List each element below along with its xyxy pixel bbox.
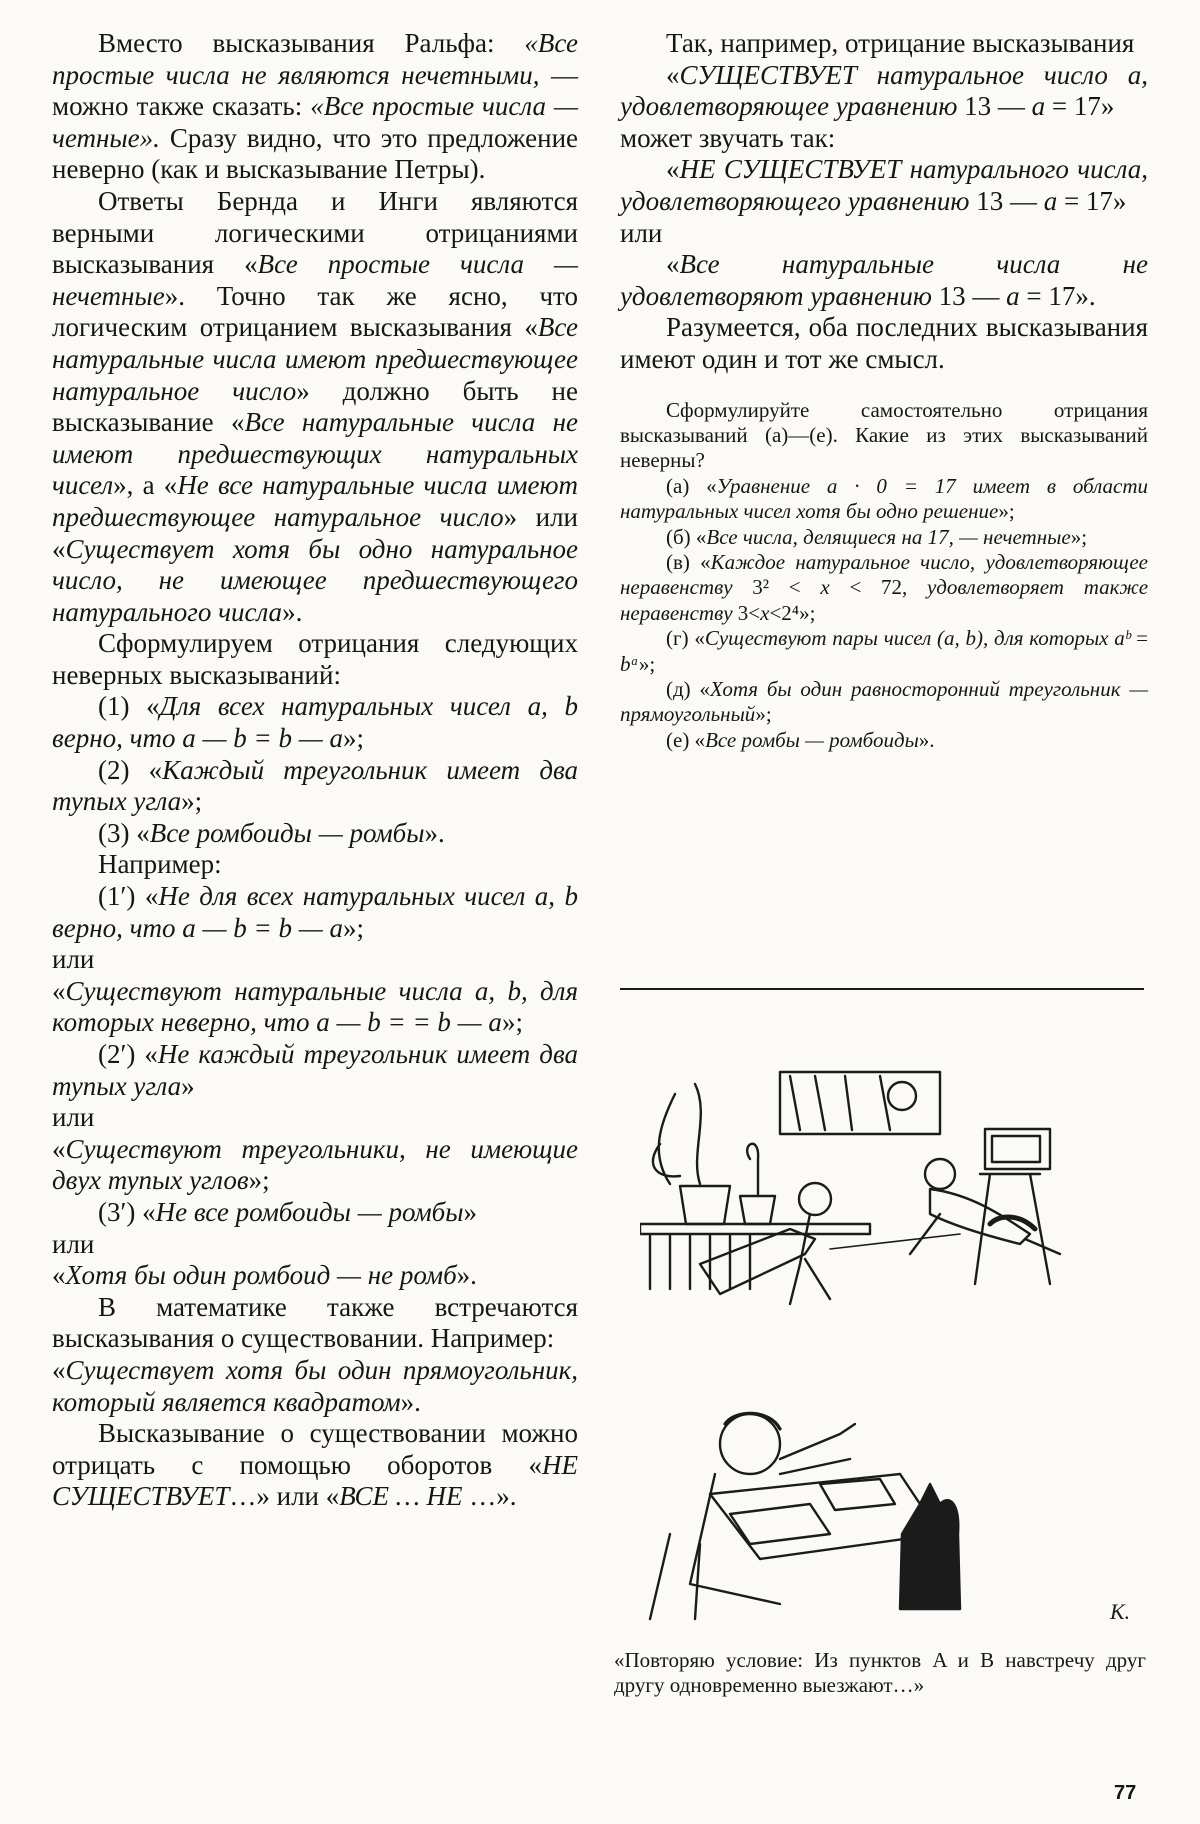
text-run: 3² < (732, 575, 821, 600)
text-run: (а) « (666, 473, 717, 498)
text-run: »; (342, 912, 364, 943)
exercise-block (620, 398, 1148, 754)
right-column-text (620, 28, 1148, 376)
italic-text: Все натуральные числа имеют предшествующее натуральное число (52, 312, 578, 406)
paragraph (620, 677, 1148, 728)
text-run: »; (501, 1007, 523, 1038)
text-run: (2) « (98, 754, 163, 785)
italic-text: Хотя бы один ромбоид — не ромб (65, 1260, 457, 1291)
crawling-girl (925, 1159, 955, 1189)
text-run: (3′) « (98, 1196, 156, 1227)
paragraph (52, 1292, 578, 1355)
text-run: « (52, 1133, 66, 1164)
text-run: »; (181, 786, 203, 817)
paragraph (52, 1418, 578, 1513)
paragraph (52, 1102, 578, 1134)
text-run: Например: (98, 849, 222, 880)
text-run: (г) « (666, 626, 705, 651)
window-frame (780, 1072, 940, 1134)
paragraph (620, 249, 1148, 312)
text-run: « (52, 1260, 66, 1291)
text-run: …» или « (229, 1481, 340, 1512)
text-run: « (666, 249, 680, 280)
italic-text: Не каждый треугольник имеет два тупых угла (52, 1039, 578, 1101)
italic-text: Существует хотя бы один прямоугольник, который является квадратом (52, 1354, 578, 1417)
text-run: < 72, (829, 575, 928, 600)
italic-text: a (1043, 185, 1058, 216)
text-run: » (463, 1196, 478, 1227)
text-run: или (620, 217, 663, 248)
italic-text: Не для всех натуральных чисел a, b верно, что a — b = b — a (52, 881, 579, 943)
paragraph (620, 550, 1148, 626)
left-column (52, 28, 578, 1513)
text-run: = (1130, 626, 1148, 651)
text-run: или (52, 1102, 95, 1133)
text-run: « (52, 975, 66, 1006)
text-run: или (52, 1228, 95, 1259)
italic-text: a (1006, 280, 1020, 311)
paragraph (52, 28, 578, 186)
student-head (720, 1414, 780, 1474)
text-run: или (52, 944, 95, 975)
text-run: = 17». (1019, 280, 1096, 311)
text-run: » должно быть не высказывание « (52, 375, 578, 438)
text-run: »; (998, 499, 1015, 524)
cat-silhouette (900, 1484, 960, 1609)
italic-text: Для всех натуральных чисел a, b верно, что a — b = b — a (52, 691, 578, 754)
text-run: = 17» (1045, 91, 1115, 122)
text-run: Сформулируем отрицания следующих неверных высказываний: (52, 628, 578, 690)
paragraph (52, 1229, 578, 1261)
italic-text: Все ромбоиды — ромбы (149, 817, 425, 848)
paragraph (52, 849, 578, 881)
text-run: 13 — (931, 280, 1007, 311)
paragraph (620, 28, 1148, 60)
italic-text: ВСЕ … НЕ (339, 1481, 463, 1512)
text-run: (д) « (666, 677, 710, 701)
italic-text: Все натуральные числа не удовлетворяют уравнению (620, 249, 1148, 311)
italic-text: Хотя бы один равносторонний треугольник — прямоугольный (620, 677, 1148, 727)
text-run: ». Точно так же ясно, что логическим отрицанием высказывания « (52, 280, 578, 343)
paragraph (52, 1134, 578, 1197)
italic-text: Уравнение a · 0 = 17 имеет в области натуральных чисел хотя бы одно решение (620, 473, 1149, 524)
paragraph (52, 1197, 578, 1229)
text-run: »; (248, 1165, 270, 1196)
text-run: »; (1070, 524, 1088, 549)
text-run: — можно также сказать: (52, 59, 579, 122)
text-run: »; (342, 723, 364, 754)
text-run: (е) « (666, 727, 706, 752)
text-run: « (666, 154, 680, 185)
text-run: Вместо высказывания Ральфа: (98, 28, 525, 58)
italic-text: СУЩЕСТВУЕТ натуральное число a, удовлетворяющее уравнению (620, 59, 1148, 122)
paragraph (52, 1260, 578, 1292)
italic-text: Не все ромбоиды — ромбы (155, 1196, 464, 1227)
italic-text: Каждый треугольник имеет два тупых угла (52, 754, 579, 817)
text-run: 3< (732, 600, 761, 625)
italic-text: Существуют пары чисел (a, b), для которых a (704, 626, 1125, 651)
italic-text: Все простые числа — нечетные (52, 249, 578, 311)
italic-text: Не все натуральные числа имеют предшествующее натуральное число (52, 470, 579, 532)
paragraph (52, 818, 578, 850)
text-run: »; (638, 651, 656, 676)
italic-text: Все числа, делящиеся на 17, — нечетные (706, 524, 1071, 549)
text-run: ». (400, 1386, 421, 1417)
text-run: » (181, 1070, 195, 1101)
text-run: Ответы Бернда и Инги являются верными логическими отрицаниями высказывания « (52, 185, 578, 280)
text-run: <2⁴»; (769, 600, 816, 625)
italic-text: НЕ СУЩЕСТВУЕТ (52, 1449, 578, 1512)
text-run: Сразу видно, что это предложение неверно (как и высказывание Петры). (52, 122, 578, 185)
text-run: Высказывание о существовании можно отрицать с помощью оборотов « (52, 1418, 578, 1480)
italic-text: Существуют натуральные числа a, b, для которых неверно, что a — b = = b — a (52, 975, 578, 1038)
text-run: (2′) « (98, 1039, 158, 1069)
text-run: Так, например, отрицание высказывания (666, 28, 1135, 58)
italic-text: b (620, 651, 631, 676)
text-run: (в) « (666, 549, 711, 574)
italic-text: x (760, 600, 770, 625)
text-run: Разумеется, оба последних высказывания имеют один и тот же смысл. (620, 312, 1148, 374)
paragraph (620, 218, 1148, 250)
paragraph (620, 525, 1148, 550)
text-run: = 17» (1057, 185, 1127, 216)
text-run: ». (918, 727, 935, 752)
paragraph (52, 881, 578, 944)
italic-text: ᵇ (1124, 626, 1131, 651)
plant-leaves (653, 1084, 701, 1184)
italic-text: Все натуральные числа не имеют предшествующих натуральных чисел (52, 407, 578, 501)
text-run: (1′) « (98, 881, 159, 912)
text-run: В математике также встречаются высказывания о существовании. Например: (52, 1291, 578, 1354)
paragraph (620, 474, 1148, 525)
paragraph (620, 312, 1148, 375)
italic-text: «Все простые числа — четные». (52, 91, 578, 153)
illustration-caption: «Повторяю условие: Из пунктов A и B навстречу друг другу одновременно выезжают…» (614, 1648, 1146, 1697)
flower-pot (680, 1186, 730, 1224)
text-run: …». (462, 1481, 517, 1512)
right-column (620, 28, 1148, 753)
text-run: », а « (113, 470, 178, 501)
text-run: (3) « (98, 817, 150, 848)
section-divider (620, 988, 1144, 990)
paragraph (620, 154, 1148, 217)
paragraph (620, 626, 1148, 677)
italic-text: Существуют треугольники, не имеющие двух тупых углов (52, 1133, 578, 1196)
text-run: Сформулируйте самостоятельно отрицания высказываний (а)—(е). Какие из этих высказываний неверны? (620, 397, 1148, 473)
paragraph (52, 755, 578, 818)
text-run: 13 — (957, 91, 1032, 122)
paragraph (52, 186, 578, 628)
text-run: « (52, 1354, 66, 1385)
italic-text: НЕ СУЩЕСТВУЕТ натурального числа, удовлетворяющего уравнению (620, 154, 1148, 216)
italic-text: «Все простые числа не являются нечетными, (52, 28, 578, 90)
paragraph (620, 60, 1148, 123)
paragraph (620, 728, 1148, 753)
text-run: ». (456, 1260, 477, 1291)
paragraph (52, 1039, 578, 1102)
cartoon-illustration (640, 1064, 1160, 1624)
paragraph (52, 976, 578, 1039)
italic-text: a (1031, 91, 1046, 122)
italic-text: Каждое натуральное число, удовлетворяющее неравенству (620, 549, 1148, 600)
text-run: ». (282, 596, 303, 627)
paragraph (52, 628, 578, 691)
italic-text: ᵃ (630, 651, 639, 676)
artist-mark: K. (1110, 1599, 1131, 1624)
italic-text: удовлетворяет также неравенству (620, 575, 1149, 625)
italic-text: x (820, 575, 830, 600)
italic-text: Все ромбы — ромбоиды (705, 727, 919, 752)
italic-text: Существует хотя бы одно натуральное число, не имеющее предшествующего натурального числа (52, 533, 578, 627)
page-number: 77 (1114, 1782, 1137, 1804)
paragraph (620, 123, 1148, 155)
text-run: »; (755, 702, 772, 727)
text-run: может звучать так: (620, 122, 836, 153)
crawling-boy (700, 1229, 815, 1294)
paragraph (620, 398, 1148, 474)
paragraph (52, 691, 578, 754)
text-run: (1) « (98, 691, 160, 722)
paragraph (52, 1355, 578, 1418)
paragraph (52, 944, 578, 976)
text-run: ». (424, 817, 445, 848)
text-run: 13 — (969, 185, 1044, 216)
text-run: « (666, 59, 680, 90)
text-run: » или « (52, 501, 578, 564)
text-run: (б) « (666, 524, 707, 549)
